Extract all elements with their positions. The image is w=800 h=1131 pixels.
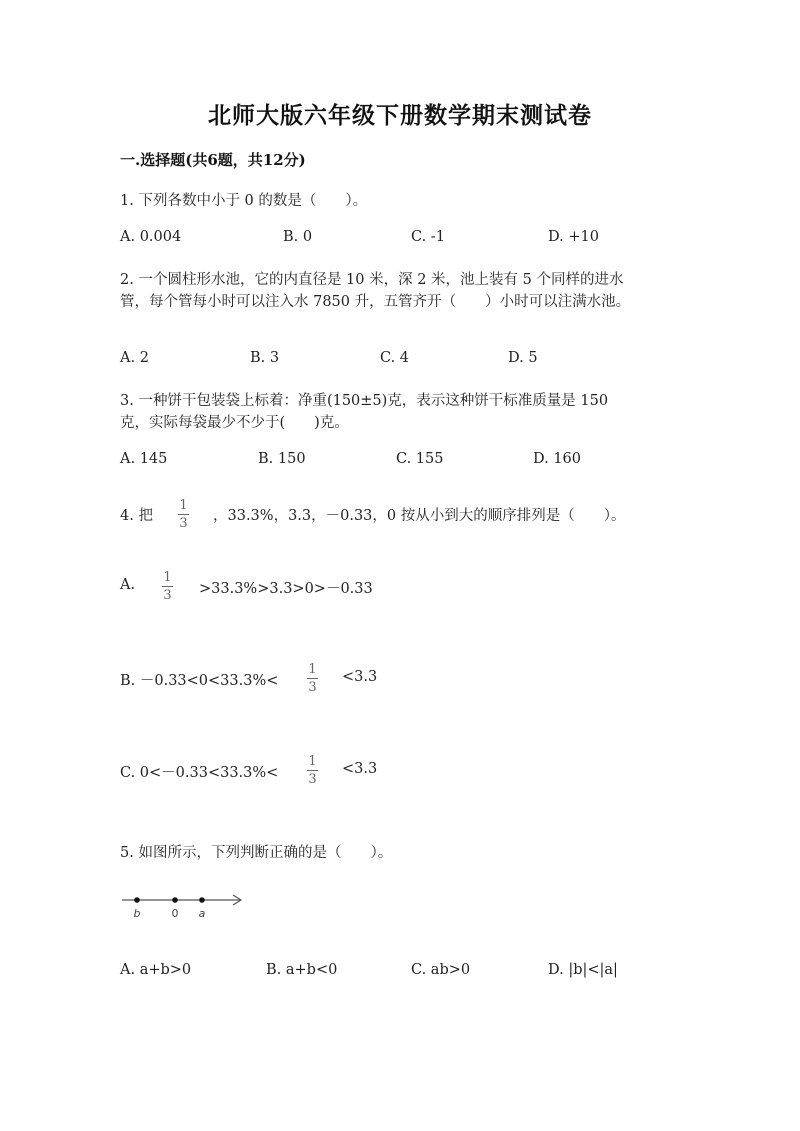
q1-option-a: A. 0.004 — [120, 229, 182, 245]
question-1-stem: 1. 下列各数中小于 0 的数是（ ）。 — [120, 193, 368, 209]
q3-option-d: D. 160 — [533, 451, 582, 467]
fraction-numerator: 1 — [163, 570, 172, 585]
q3-option-b: B. 150 — [258, 451, 306, 467]
page-title: 北师大版六年级下册数学期末测试卷 — [208, 102, 592, 129]
question-3-stem-line-1: 3. 一种饼干包装袋上标着：净重(150±5)克，表示这种饼干标准质量是 150 — [120, 393, 609, 409]
fraction-bar — [307, 770, 318, 771]
q4-option-c-suffix: <3.3 — [342, 761, 378, 777]
q3-option-c: C. 155 — [396, 451, 444, 467]
q4-option-c-prefix: C. 0<－0.33<33.3%< — [120, 765, 279, 781]
fraction-numerator: 1 — [308, 754, 317, 769]
q5-option-a: A. a+b>0 — [120, 962, 192, 978]
fraction-bar — [307, 678, 318, 679]
q4-option-a-prefix: A. — [120, 577, 136, 593]
question-5-stem: 5. 如图所示，下列判断正确的是（ ）。 — [120, 845, 393, 861]
q4-option-b-prefix: B. －0.33<0<33.3%< — [120, 673, 279, 689]
question-4-stem-prefix: 4. 把 — [120, 508, 153, 524]
q5-option-c: C. ab>0 — [411, 962, 471, 978]
q2-option-c: C. 4 — [380, 350, 410, 366]
question-3-stem-line-2: 克，实际每袋最少不少于( )克。 — [120, 415, 349, 431]
fraction-denominator: 3 — [179, 516, 188, 531]
q1-option-d: D. +10 — [548, 229, 599, 245]
fraction-denominator: 3 — [308, 772, 317, 787]
question-4-stem-suffix: ，33.3%，3.3，－0.33，0 按从小到大的顺序排列是（ ）。 — [213, 508, 626, 524]
fraction-denominator: 3 — [308, 680, 317, 695]
fraction-bar — [162, 586, 173, 587]
fraction-one-third — [307, 662, 318, 695]
fraction-one-third — [162, 570, 173, 603]
number-line-figure — [120, 890, 250, 922]
label-a: a — [198, 907, 206, 920]
q2-option-d: D. 5 — [508, 350, 538, 366]
q4-option-a-suffix: >33.3%>3.3>0>－0.33 — [199, 581, 373, 597]
q3-option-a: A. 145 — [120, 451, 168, 467]
fraction-one-third — [178, 498, 189, 531]
fraction-bar — [178, 514, 189, 515]
point-zero — [172, 897, 178, 903]
point-b — [134, 897, 140, 903]
section-heading: 一.选择题(共6题，共12分) — [120, 151, 306, 169]
q2-option-a: A. 2 — [120, 350, 149, 366]
fraction-one-third — [307, 754, 318, 787]
point-a — [199, 897, 205, 903]
q4-option-b-suffix: <3.3 — [342, 669, 378, 685]
label-zero: 0 — [171, 907, 179, 920]
label-b: b — [133, 907, 141, 920]
q2-option-b: B. 3 — [250, 350, 280, 366]
q5-option-b: B. a+b<0 — [266, 962, 338, 978]
question-2-stem-line-1: 2. 一个圆柱形水池，它的内直径是 10 米，深 2 米，池上装有 5 个同样的进水 — [120, 272, 624, 288]
fraction-numerator: 1 — [308, 662, 317, 677]
question-2-stem-line-2: 管，每个管每小时可以注入水 7850 升，五管齐开（ ）小时可以注满水池。 — [120, 294, 631, 310]
q5-option-d: D. |b|<|a| — [548, 962, 618, 978]
fraction-denominator: 3 — [163, 588, 172, 603]
q1-option-c: C. -1 — [411, 229, 445, 245]
q1-option-b: B. 0 — [283, 229, 313, 245]
fraction-numerator: 1 — [179, 498, 188, 513]
